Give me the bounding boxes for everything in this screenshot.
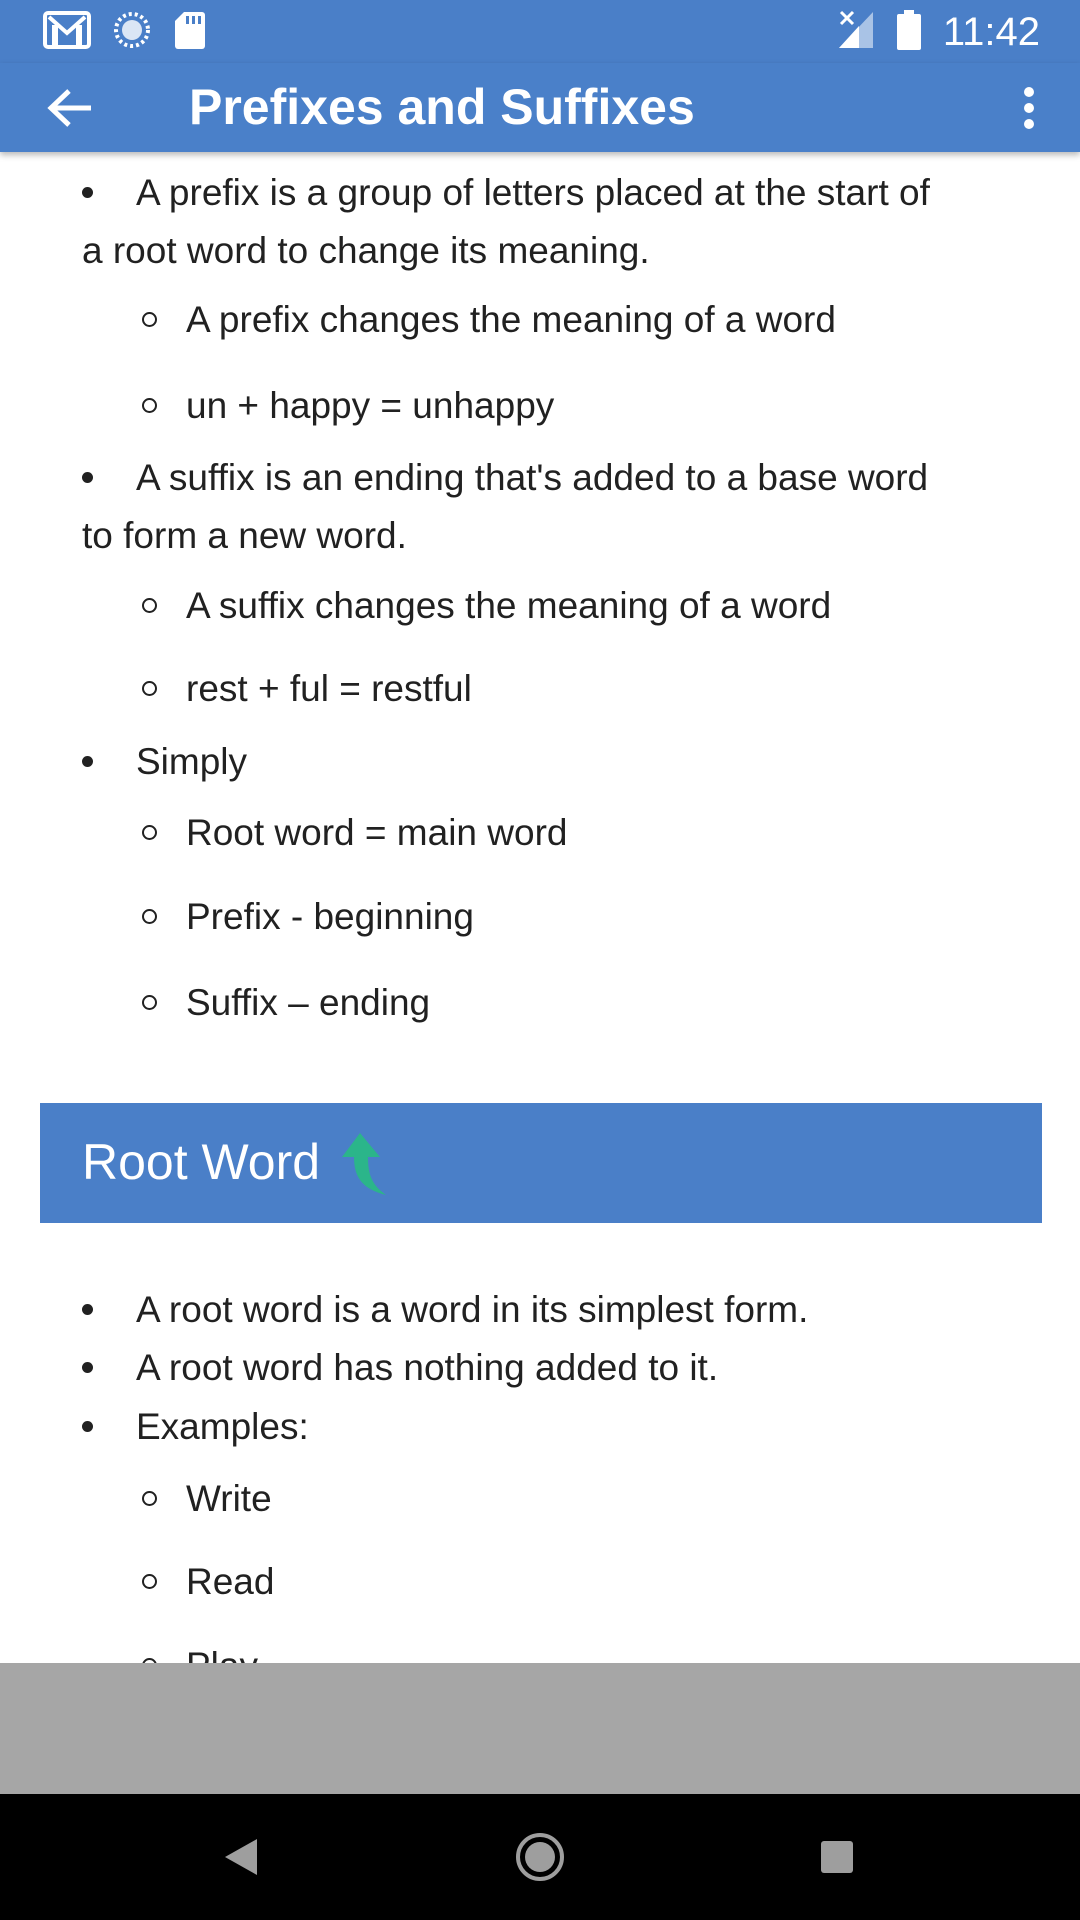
bullet-dot xyxy=(82,472,93,483)
list-item xyxy=(82,449,1012,507)
bullet-dot xyxy=(82,187,93,198)
recents-square-icon xyxy=(817,1837,857,1877)
app-bar xyxy=(0,63,1080,152)
bullet-circle xyxy=(142,995,157,1010)
list-item xyxy=(82,733,1012,791)
sub-list-item xyxy=(142,577,1022,635)
sub-item-text: un + happy = unhappy xyxy=(186,385,555,426)
section-header-root-word xyxy=(40,1103,1042,1223)
suffix-text: A suffix is an ending that's added to a base word xyxy=(136,457,929,498)
list-item-continuation xyxy=(82,507,1012,565)
page-title: Prefixes and Suffixes xyxy=(189,79,695,135)
no-signal-icon xyxy=(837,10,875,55)
back-triangle-icon xyxy=(221,1835,261,1879)
more-vert-icon xyxy=(1022,86,1036,130)
sub-list-item xyxy=(142,660,1022,718)
prefix-text: A prefix is a group of letters placed at the start of xyxy=(136,172,930,213)
nav-home-button[interactable] xyxy=(507,1824,573,1890)
sub-item-text: Write xyxy=(186,1478,272,1519)
sub-item-text: Root word = main word xyxy=(186,812,568,853)
bullet-dot xyxy=(82,1304,93,1315)
bullet-dot xyxy=(82,1421,93,1432)
list-item-text: A root word has nothing added to it. xyxy=(136,1347,719,1388)
sub-list-item xyxy=(142,1553,1022,1611)
battery-icon xyxy=(897,10,921,55)
bullet-dot xyxy=(82,1362,93,1373)
sub-item-text: Suffix – ending xyxy=(186,982,431,1023)
bullet-circle xyxy=(142,909,157,924)
list-item xyxy=(82,1281,1012,1339)
list-item-text: Examples: xyxy=(136,1406,309,1447)
arrow-up-icon xyxy=(338,1131,390,1202)
system-nav-bar xyxy=(0,1794,1080,1920)
gmail-icon xyxy=(44,11,90,54)
section-title: Root Word xyxy=(82,1134,321,1190)
sub-list-item xyxy=(142,888,1022,946)
list-item xyxy=(82,1398,1012,1456)
home-circle-icon xyxy=(514,1831,566,1883)
sub-list-item xyxy=(142,804,1022,862)
sub-item-text: A suffix changes the meaning of a word xyxy=(186,585,832,626)
sub-list-item xyxy=(142,1470,1022,1528)
bullet-circle xyxy=(142,825,157,840)
sub-item-text: Prefix - beginning xyxy=(186,896,474,937)
nav-back-button[interactable] xyxy=(208,1824,274,1890)
bottom-ad-area xyxy=(0,1663,1080,1794)
sub-list-item xyxy=(142,974,1022,1032)
sd-card-icon xyxy=(174,10,206,55)
bullet-circle xyxy=(142,312,157,327)
bullet-circle xyxy=(142,1491,157,1506)
suffix-text-cont: to form a new word. xyxy=(82,515,407,556)
bullet-circle xyxy=(142,398,157,413)
sub-item-text: A prefix changes the meaning of a word xyxy=(186,299,836,340)
simply-text: Simply xyxy=(136,741,248,782)
nav-recents-button[interactable] xyxy=(804,1824,870,1890)
bullet-circle xyxy=(142,598,157,613)
list-item xyxy=(82,164,1012,222)
status-clock: 11:42 xyxy=(942,9,1040,54)
bullet-circle xyxy=(142,681,157,696)
sync-icon xyxy=(112,10,152,55)
arrow-back-icon xyxy=(47,88,93,128)
bullet-circle xyxy=(142,1574,157,1589)
status-bar xyxy=(0,0,1080,63)
sub-item-text: Read xyxy=(186,1561,275,1602)
overflow-menu-button[interactable] xyxy=(1004,83,1054,133)
list-item xyxy=(82,1339,1012,1397)
list-item-continuation xyxy=(82,222,1012,280)
bullet-dot xyxy=(82,756,93,767)
content-scroll-area[interactable] xyxy=(0,152,1080,1663)
sub-list-item xyxy=(142,291,1022,349)
sub-list-item xyxy=(142,377,1022,435)
prefix-text-cont: a root word to change its meaning. xyxy=(82,230,650,271)
sub-item-text: rest + ful = restful xyxy=(186,668,472,709)
list-item-text: A root word is a word in its simplest form. xyxy=(136,1289,809,1330)
back-button[interactable] xyxy=(40,83,100,133)
